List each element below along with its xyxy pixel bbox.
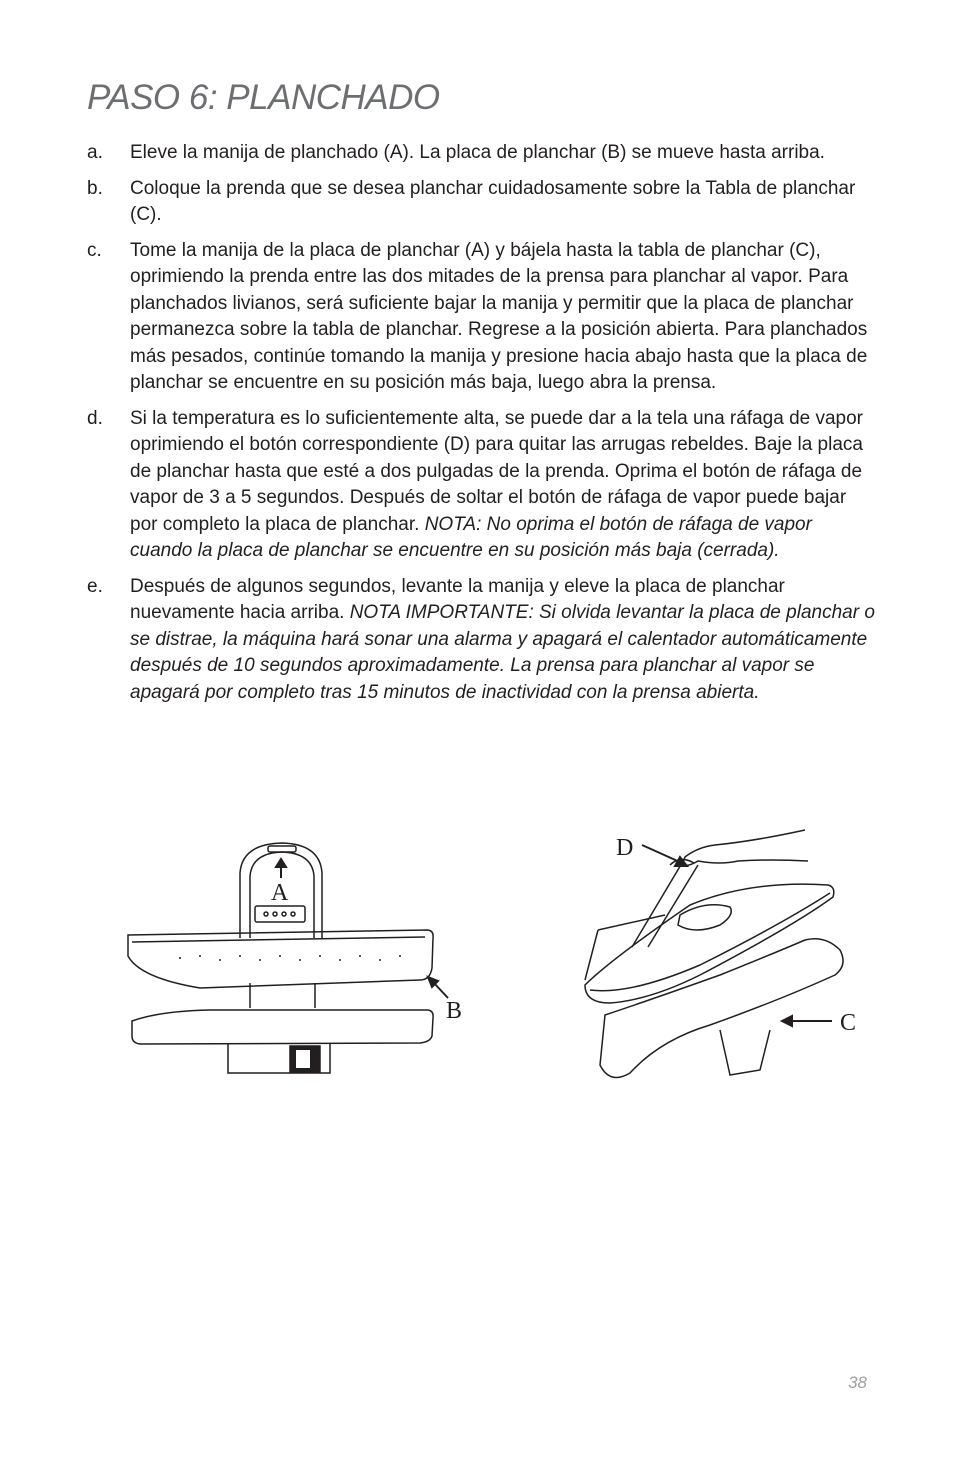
step-text: Eleve la manija de planchado (A). La placa de planchar (B) se mueve hasta arriba. (130, 142, 825, 163)
label-b: B (446, 998, 463, 1024)
base (720, 1030, 770, 1075)
step-note: NOTA: No oprima el botón de ráfaga de vapor cuando la placa de planchar se encuentre en su posición más baja (cerrada). (130, 513, 812, 561)
arrow-up-icon (276, 859, 286, 878)
step-text: Tome la manija de la placa de planchar (A) y bájela hasta la tabla de planchar (C), oprimiendo la prenda entre las dos mitades de la prensa para planchar al vapor. Para planchados livianos, será suficiente bajar la manija y permitir que la placa de planchar permanezca sobre la tabla de planchar. Regrese a la posición abierta. Para planchados más pesados, continúe tomando la manija y presione hacia abajo hasta que la placa de planchar se encuentre en su posición más baja, luego abra la prensa. (130, 239, 868, 393)
label-c: C (840, 1010, 857, 1036)
label-d: D (616, 835, 634, 861)
step-letter: b. (87, 177, 103, 199)
step-letter: d. (87, 407, 103, 429)
hand-illustration (682, 830, 808, 866)
press-perspective-illustration (570, 825, 870, 1090)
step-d (87, 406, 877, 565)
arrow-c-icon (782, 1016, 832, 1026)
step-note: NOTA IMPORTANTE: Si olvida levantar la placa de planchar o se distrae, la máquina hará sonar una alarma y apagará el calentador automáticamente después de 10 segundos aproximadamente. La prensa para planchar al vapor se apagará por completo tras 15 minutos de inactividad con la prensa abierta. (130, 602, 875, 703)
step-letter: e. (87, 575, 103, 597)
steps-list (87, 140, 877, 715)
step-text: Coloque la prenda que se desea planchar cuidadosamente sobre la Tabla de planchar (C). (130, 177, 856, 225)
ironing-plate (128, 930, 433, 988)
arrow-b-icon (428, 977, 448, 998)
step-a (87, 140, 877, 167)
press-front-view-illustration (120, 838, 470, 1083)
step-b (87, 176, 877, 229)
page-number: 38 (848, 1373, 867, 1392)
label-a: A (271, 880, 289, 906)
step-text: Después de algunos segundos, levante la manija y eleve la placa de planchar nuevamente hacia arriba. (130, 575, 785, 623)
control-panel (255, 906, 305, 922)
arrow-d-icon (642, 845, 687, 866)
handle-outline (632, 863, 698, 947)
step-letter: c. (87, 239, 102, 261)
step-e (87, 574, 877, 707)
page-title: PASO 6: PLANCHADO (87, 78, 440, 117)
ironing-board (132, 1010, 433, 1044)
step-c (87, 238, 877, 397)
ironing-board (600, 939, 843, 1078)
step-text: Si la temperatura es lo suficientemente alta, se puede dar a la tela una ráfaga de vapor oprimiendo el botón correspondiente (D) para quitar las arrugas rebeldes. Baje la placa de planchar hasta que esté a dos pulgadas de la prenda. Oprima el botón de ráfaga de vapor de 3 a 5 segundos. Después de soltar el botón de ráfaga de vapor puede bajar por completo la placa de planchar. (130, 407, 864, 535)
step-letter: a. (87, 142, 103, 163)
